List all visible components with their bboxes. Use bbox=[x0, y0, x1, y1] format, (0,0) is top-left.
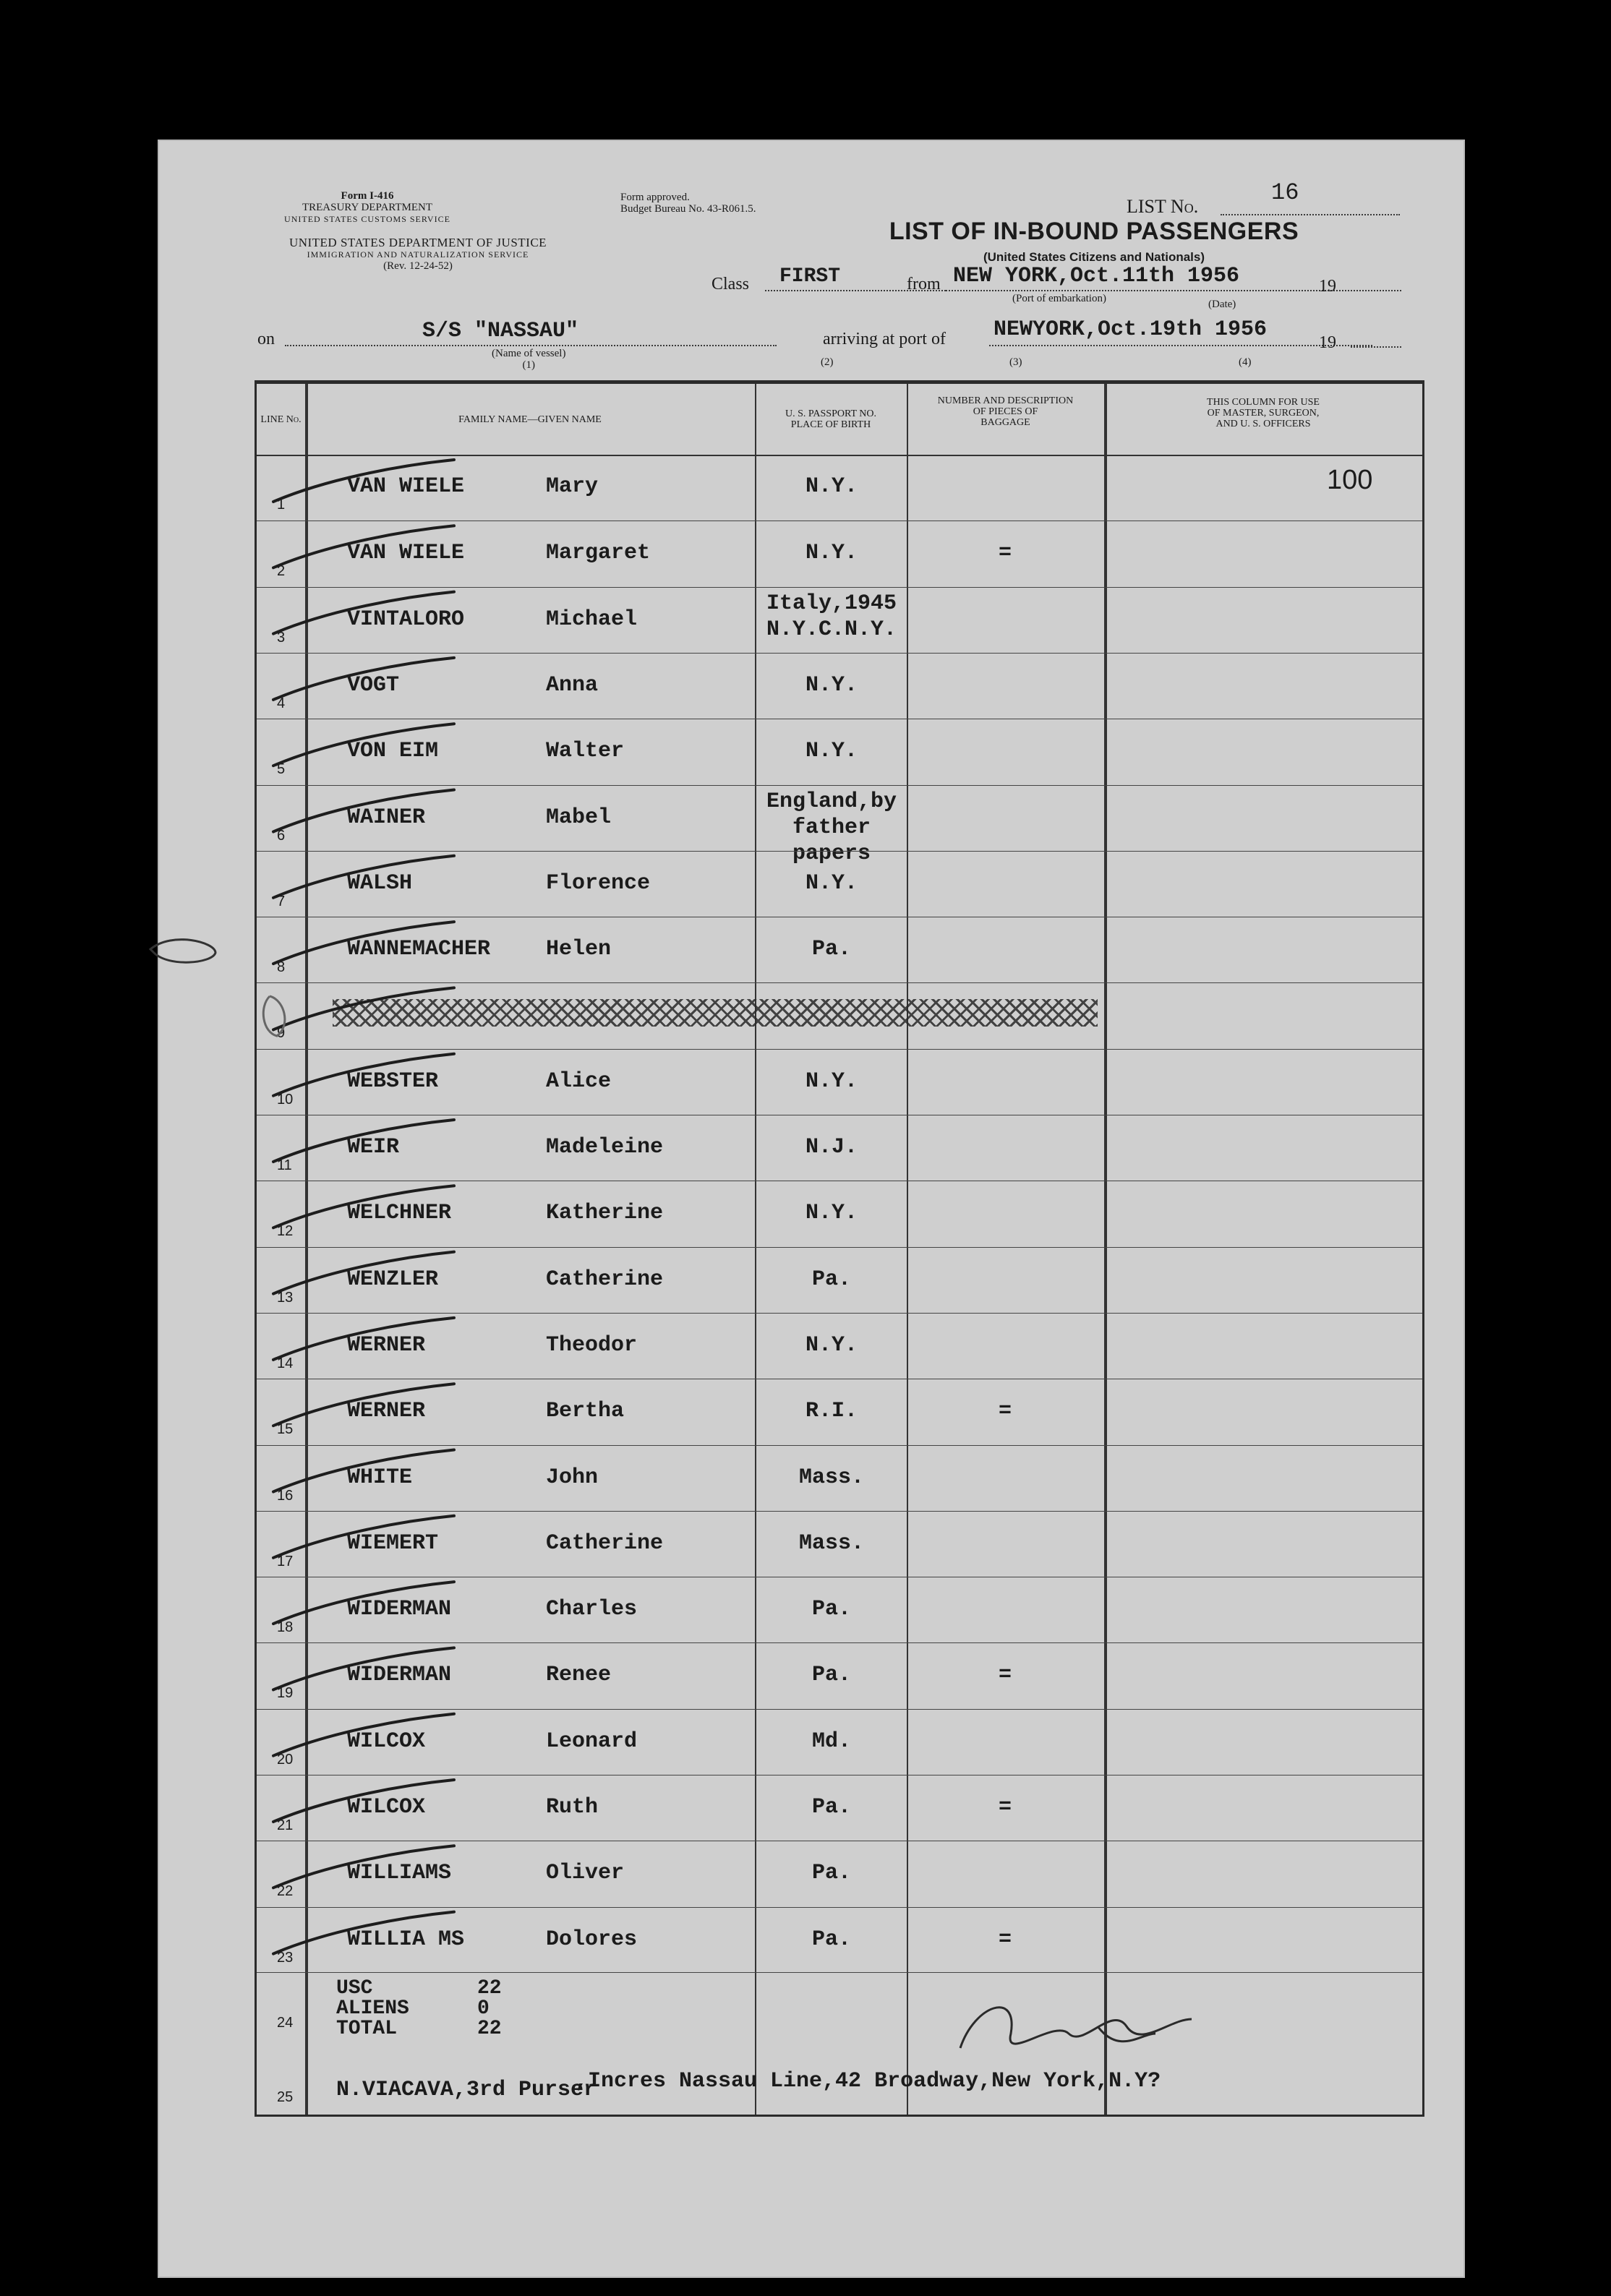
table-row bbox=[257, 1841, 1422, 1907]
purser-name: N.VIACAVA,3rd Purser bbox=[336, 2078, 597, 2102]
col-header-use-3: AND U. S. OFFICERS bbox=[1215, 419, 1311, 429]
col-header-baggage-3: BAGGAGE bbox=[980, 417, 1030, 428]
table-row bbox=[257, 1313, 1422, 1379]
total-label: TOTAL bbox=[336, 2018, 398, 2040]
revision: (Rev. 12-24-52) bbox=[383, 260, 453, 272]
place-of-birth: R.I. bbox=[805, 1399, 858, 1424]
budget-bureau: Budget Bureau No. 43-R061.5. bbox=[620, 203, 756, 215]
table-row bbox=[257, 917, 1422, 983]
given-name: Catherine bbox=[546, 1267, 664, 1292]
usc-count: 22 bbox=[477, 1977, 502, 2000]
col-header-line-no: LINE No. bbox=[260, 414, 302, 425]
given-name: Michael bbox=[546, 607, 638, 632]
from-label: from bbox=[907, 275, 941, 294]
caption-3: (3) bbox=[1009, 356, 1022, 368]
given-name: Oliver bbox=[546, 1861, 625, 1886]
arriving-label: arriving at port of bbox=[823, 330, 946, 348]
totals-row bbox=[257, 1972, 1422, 2038]
class-label: Class bbox=[712, 275, 750, 294]
line-number: 17 bbox=[277, 1553, 294, 1569]
line-number: 4 bbox=[277, 695, 286, 711]
place-of-birth: Mass. bbox=[798, 1465, 864, 1490]
arriving-value: NEWYORK,Oct.19th 1956 bbox=[993, 317, 1268, 342]
officer-note: 100 bbox=[1327, 465, 1373, 495]
purser-row bbox=[257, 2037, 1422, 2112]
caption-2: (2) bbox=[821, 356, 834, 368]
family-name: WANNEMACHER bbox=[347, 937, 491, 962]
table-row bbox=[257, 1907, 1422, 1974]
line-number: 22 bbox=[277, 1883, 294, 1900]
given-name: Margaret bbox=[546, 541, 651, 566]
family-name: VOGT bbox=[347, 672, 400, 698]
vessel-caption bbox=[492, 348, 565, 371]
table-row bbox=[257, 653, 1422, 719]
on-label: on bbox=[257, 330, 275, 348]
line-number: 18 bbox=[277, 1619, 294, 1636]
line-number: 3 bbox=[277, 629, 286, 646]
usc-label: USC bbox=[336, 1977, 373, 2000]
table-row bbox=[257, 982, 1422, 1049]
line-number: 6 bbox=[277, 827, 286, 844]
family-name: WIDERMAN bbox=[347, 1663, 452, 1688]
col-header-passport bbox=[755, 384, 907, 455]
family-name: WALSH bbox=[347, 870, 413, 896]
col-header-passport-2: PLACE OF BIRTH bbox=[790, 419, 871, 430]
vessel-caption-text: (Name of vessel) bbox=[492, 348, 566, 359]
table-row bbox=[257, 1379, 1422, 1445]
place-of-birth: Pa. bbox=[811, 1861, 851, 1886]
birth-line-2: N.Y.C.N.Y. bbox=[766, 617, 897, 642]
line-number: 12 bbox=[277, 1223, 294, 1240]
col-header-passport-1: U. S. PASSPORT NO. bbox=[785, 408, 876, 419]
margin-mark bbox=[150, 940, 215, 963]
col-header-use-2: OF MASTER, SURGEON, bbox=[1207, 408, 1320, 419]
table-row bbox=[257, 1511, 1422, 1577]
family-name: VINTALORO bbox=[347, 607, 465, 632]
immigration-service: IMMIGRATION AND NATURALIZATION SERVICE bbox=[307, 249, 529, 260]
place-of-birth: Pa. bbox=[811, 1663, 851, 1688]
table-row bbox=[257, 851, 1422, 917]
table-row bbox=[257, 1642, 1422, 1709]
line-number: 14 bbox=[277, 1355, 294, 1371]
birth-line-2: father papers bbox=[792, 815, 871, 866]
place-of-birth: N.Y. bbox=[805, 672, 858, 698]
line-number: 25 bbox=[277, 2089, 294, 2105]
given-name: Theodor bbox=[546, 1332, 638, 1358]
place-of-birth: Pa. bbox=[811, 937, 851, 962]
table-row bbox=[257, 719, 1422, 785]
given-name: Walter bbox=[546, 739, 625, 764]
given-name: Mabel bbox=[546, 805, 612, 830]
given-name: John bbox=[546, 1465, 599, 1490]
family-name: WIDERMAN bbox=[347, 1597, 452, 1622]
customs-service: UNITED STATES CUSTOMS SERVICE bbox=[284, 214, 450, 224]
col-header-baggage bbox=[907, 384, 1104, 455]
caption-1: (1) bbox=[522, 359, 535, 371]
place-of-birth: N.Y. bbox=[805, 474, 858, 499]
place-of-birth: N.Y. bbox=[805, 870, 858, 896]
table-row bbox=[257, 1115, 1422, 1181]
table-row bbox=[257, 1049, 1422, 1115]
page-title: LIST OF IN-BOUND PASSENGERS bbox=[889, 218, 1299, 245]
family-name: WAINER bbox=[347, 805, 426, 830]
baggage: = bbox=[998, 1927, 1012, 1952]
on-line bbox=[285, 345, 777, 346]
manifest-page bbox=[158, 140, 1465, 2278]
line-number: 7 bbox=[277, 893, 286, 909]
given-name: Dolores bbox=[546, 1927, 638, 1952]
page-subtitle: (United States Citizens and Nationals) bbox=[983, 250, 1205, 264]
birth-line-1: Italy,1945 bbox=[766, 591, 897, 616]
form-identification bbox=[259, 190, 476, 225]
line-number: 11 bbox=[277, 1157, 292, 1173]
struck-entry bbox=[333, 999, 1098, 1027]
table-row bbox=[257, 785, 1422, 866]
line-number: 10 bbox=[277, 1091, 294, 1108]
given-name: Katherine bbox=[546, 1201, 664, 1226]
family-name: WELCHNER bbox=[347, 1201, 452, 1226]
given-name: Helen bbox=[546, 937, 612, 962]
year-line-1 bbox=[1351, 290, 1401, 291]
given-name: Florence bbox=[546, 870, 651, 896]
place-of-birth: N.Y. bbox=[805, 1068, 858, 1094]
family-name: WILCOX bbox=[347, 1729, 426, 1754]
line-number: 1 bbox=[277, 497, 286, 513]
family-name: WHITE bbox=[347, 1465, 413, 1490]
given-name: Ruth bbox=[546, 1795, 599, 1820]
aliens-count: 0 bbox=[477, 1997, 490, 2020]
family-name: WENZLER bbox=[347, 1267, 439, 1292]
family-name: VAN WIELE bbox=[347, 541, 465, 566]
list-no-value: 16 bbox=[1271, 179, 1299, 206]
family-name: WILLIAMS bbox=[347, 1861, 452, 1886]
place-of-birth: Pa. bbox=[811, 1267, 851, 1292]
place-of-birth: Md. bbox=[811, 1729, 851, 1754]
table-row bbox=[257, 1181, 1422, 1247]
table-row bbox=[257, 1247, 1422, 1314]
baggage: = bbox=[998, 1663, 1012, 1688]
table-row bbox=[257, 587, 1422, 654]
line-number: 5 bbox=[277, 761, 286, 778]
given-name: Charles bbox=[546, 1597, 638, 1622]
place-of-birth: N.Y. bbox=[805, 1332, 858, 1358]
table-row bbox=[257, 1709, 1422, 1775]
line-number: 19 bbox=[277, 1685, 294, 1702]
date-caption: (Date) bbox=[1208, 299, 1236, 310]
total-count: 22 bbox=[477, 2018, 502, 2040]
table-row bbox=[257, 1775, 1422, 1841]
line-number: 16 bbox=[277, 1487, 294, 1504]
place-of-birth: Pa. bbox=[811, 1795, 851, 1820]
treasury-dept: TREASURY DEPARTMENT bbox=[302, 202, 433, 213]
justice-dept: UNITED STATES DEPARTMENT OF JUSTICE bbox=[289, 236, 547, 249]
year-prefix-1: 19 bbox=[1319, 277, 1336, 296]
col-header-baggage-2: OF PIECES OF bbox=[973, 406, 1038, 417]
col-header-name: FAMILY NAME—GIVEN NAME bbox=[458, 414, 602, 425]
place-of-birth: N.Y. bbox=[805, 541, 858, 566]
given-name: Bertha bbox=[546, 1399, 625, 1424]
birth-line-1: England,by bbox=[766, 789, 897, 814]
line-number: 9 bbox=[277, 1025, 286, 1042]
line-number: 15 bbox=[277, 1421, 294, 1438]
justice-department bbox=[259, 237, 577, 272]
vessel-value: S/S "NASSAU" bbox=[422, 319, 579, 343]
place-of-birth: N.J. bbox=[805, 1135, 858, 1160]
family-name: WEBSTER bbox=[347, 1068, 439, 1094]
aliens-label: ALIENS bbox=[336, 1997, 409, 2020]
family-name: WERNER bbox=[347, 1399, 426, 1424]
place-of-birth: Pa. bbox=[811, 1597, 851, 1622]
table-row bbox=[257, 521, 1422, 587]
family-name: VON EIM bbox=[347, 739, 439, 764]
company-address: ,Incres Nassau Line,42 Broadway,New York,N.Y? bbox=[575, 2069, 1161, 2094]
col-header-baggage-1: NUMBER AND DESCRIPTION bbox=[937, 395, 1074, 406]
line-number: 21 bbox=[277, 1817, 294, 1833]
place-of-birth: N.Y. bbox=[805, 1201, 858, 1226]
place-of-birth: Pa. bbox=[811, 1927, 851, 1952]
arriving-line bbox=[989, 345, 1372, 346]
family-name: VAN WIELE bbox=[347, 474, 465, 499]
given-name: Alice bbox=[546, 1068, 612, 1094]
passenger-table bbox=[255, 380, 1424, 2117]
family-name: WIEMERT bbox=[347, 1530, 439, 1556]
list-no-line bbox=[1221, 214, 1400, 215]
place-of-birth: Mass. bbox=[798, 1530, 864, 1556]
from-value: NEW YORK,Oct.11th 1956 bbox=[953, 264, 1240, 288]
line-number: 8 bbox=[277, 959, 286, 976]
col-header-use-1: THIS COLUMN FOR USE bbox=[1207, 397, 1320, 408]
approved-text: Form approved. bbox=[620, 192, 690, 203]
given-name: Catherine bbox=[546, 1530, 664, 1556]
given-name: Anna bbox=[546, 672, 599, 698]
line-number: 2 bbox=[277, 563, 286, 580]
list-no-label: LIST No. bbox=[1127, 196, 1199, 217]
family-name: WILLIA MS bbox=[347, 1927, 465, 1952]
year-prefix-2: 19 bbox=[1319, 333, 1336, 352]
family-name: WEIR bbox=[347, 1135, 400, 1160]
given-name: Mary bbox=[546, 474, 599, 499]
line-number: 23 bbox=[277, 1949, 294, 1966]
baggage: = bbox=[998, 1399, 1012, 1424]
given-name: Madeleine bbox=[546, 1135, 664, 1160]
form-number: Form I-416 bbox=[341, 190, 394, 202]
year-line-2 bbox=[1351, 346, 1401, 348]
family-name: WILCOX bbox=[347, 1795, 426, 1820]
table-row bbox=[257, 1445, 1422, 1512]
table-row bbox=[257, 1577, 1422, 1643]
line-number: 13 bbox=[277, 1289, 294, 1306]
port-embarkation-caption: (Port of embarkation) bbox=[1012, 293, 1106, 304]
line-number: 24 bbox=[277, 2015, 294, 2031]
family-name: WERNER bbox=[347, 1332, 426, 1358]
caption-4: (4) bbox=[1239, 356, 1252, 368]
given-name: Renee bbox=[546, 1663, 612, 1688]
given-name: Leonard bbox=[546, 1729, 638, 1754]
table-row bbox=[257, 455, 1422, 521]
place-of-birth bbox=[756, 591, 907, 643]
col-header-officers bbox=[1104, 384, 1422, 455]
baggage: = bbox=[998, 1795, 1012, 1820]
class-value: FIRST bbox=[779, 265, 841, 288]
place-of-birth: N.Y. bbox=[805, 739, 858, 764]
line-number: 20 bbox=[277, 1751, 294, 1768]
from-line bbox=[946, 290, 1372, 291]
form-approved bbox=[620, 192, 756, 215]
baggage: = bbox=[998, 541, 1012, 566]
